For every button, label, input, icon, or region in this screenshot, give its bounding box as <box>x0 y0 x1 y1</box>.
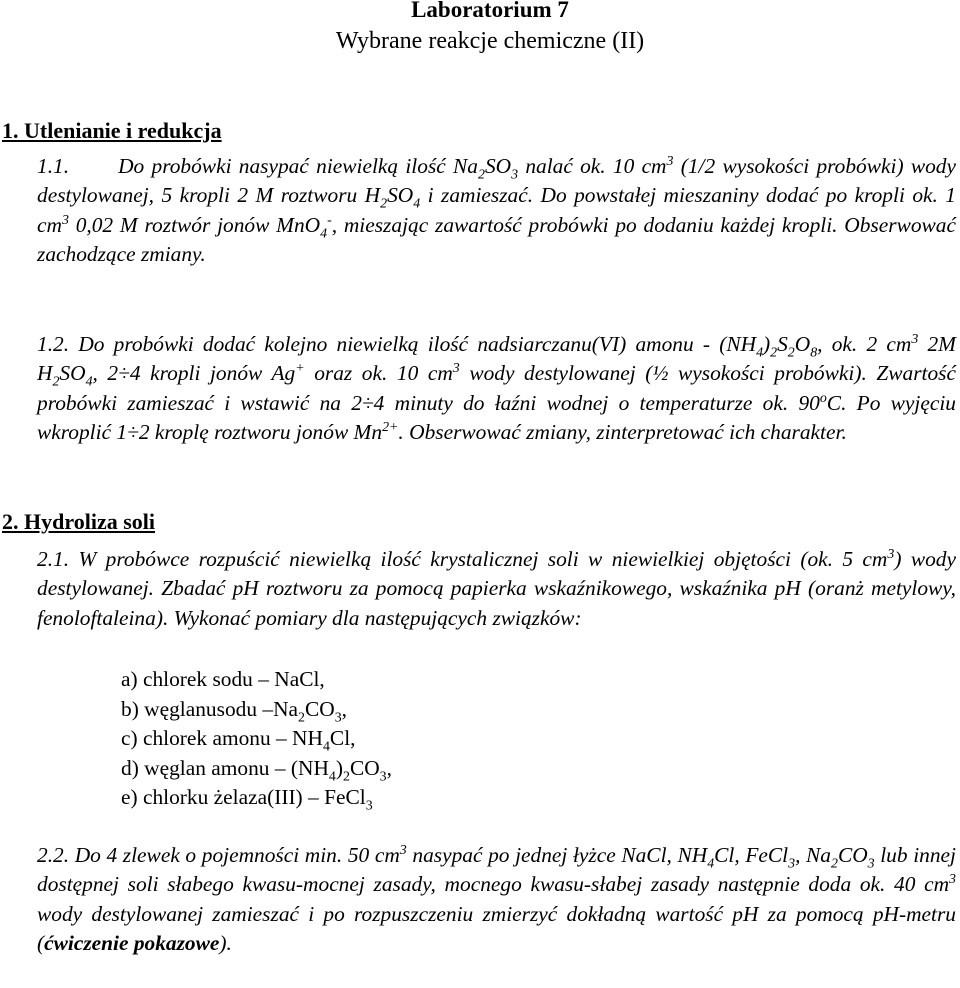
section-2-heading: 2. Hydroliza soli <box>2 509 155 534</box>
paragraph-2-1: 2.1. W probówce rozpuścić niewielką ilość krystalicznej soli w niewielkiej objętości (ok. 5 $cm^3$) wody destylowanej. Zbadać pH roztworu za pomocą papierka wskaźnikowego, wskaźnika pH (oranż metylowy, fenoloftaleina). Wykonać pomiary dla następujących związków: <box>37 546 956 630</box>
para-number: 2.1. <box>37 547 70 571</box>
list-item: e) chlorku żelaza(III) – FeCl$_3$ <box>121 785 373 814</box>
section-1-heading: 1. Utlenianie i redukcja <box>2 118 222 143</box>
lab-heading: Laboratorium 7 <box>411 0 569 22</box>
page-title: Wybrane reakcje chemiczne (II) <box>335 28 645 54</box>
list-item: a) chlorek sodu – NaCl, <box>121 667 325 691</box>
list-item: c) chlorek amonu – $NH_4Cl$, <box>121 726 356 755</box>
compound-list <box>121 665 392 813</box>
paragraph-2-2: 2.2. Do 4 zlewek o pojemności min. 50 $cm^3$ nasypać po jednej łyżce NaCl, $NH_4Cl$, FeCl$_3$, $Na_2CO_3$ lub innej dostępnej soli słabego kwasu-mocnej zasady, mocnego kwasu-słabej zasady następnie doda ok. 40 $cm^3$ wody destylowanej zamieszać i po rozpuszczeniu zmierzyć dokładną wartość pH za pomocą pH-metru (ćwiczenie pokazowe). <box>37 842 956 956</box>
paragraph-1-1: 1.1. Do probówki nasypać niewielką ilość $Na_2SO_3$ nalać ok. 10 $cm^3$ (1/2 wysokości probówki) wody destylowanej, 5 kropli 2 M roztworu $H_2SO_4$ i zamieszać. Do powstałej mieszaniny dodać po kropli ok. 1 $cm^3$ 0,02 M roztwór jonów MnO$_4$-, mieszając zawartość probówki po dodaniu każdej kropli. Obserwować zachodzące zmiany. <box>37 153 956 267</box>
para-number: 1.2. <box>37 332 70 356</box>
list-item: d) węglan amonu – $(NH_4)_2CO_3$, <box>121 755 392 785</box>
para-number: 1.1. <box>37 154 70 178</box>
list-item: b) węglanusodu $-Na_2CO_3$, <box>121 696 348 725</box>
para-number: 2.2. <box>37 843 70 867</box>
paragraph-1-2: 1.2. Do probówki dodać kolejno niewielką ilość nadsiarczanu(VI) amonu - $(NH_4)_2S_2O_8$, ok. 2 $cm^3$ 2M $H_2SO_4$, 2÷4 kropli jonów Ag+ oraz ok. 10 $cm^3$ wody destylowanej (½ wysokości probówki). Zwartość probówki zamieszać i wstawić na 2÷4 minuty do łaźni wodnej o temperaturze ok. 90$^o$C. Po wyjęciu wkroplić 1÷2 kroplę roztworu jonów $Mn^{2+}$. Obserwować zmiany, zinterpretować ich charakter. <box>37 331 956 445</box>
demo-exercise-note: ćwiczenie pokazowe <box>44 931 220 956</box>
